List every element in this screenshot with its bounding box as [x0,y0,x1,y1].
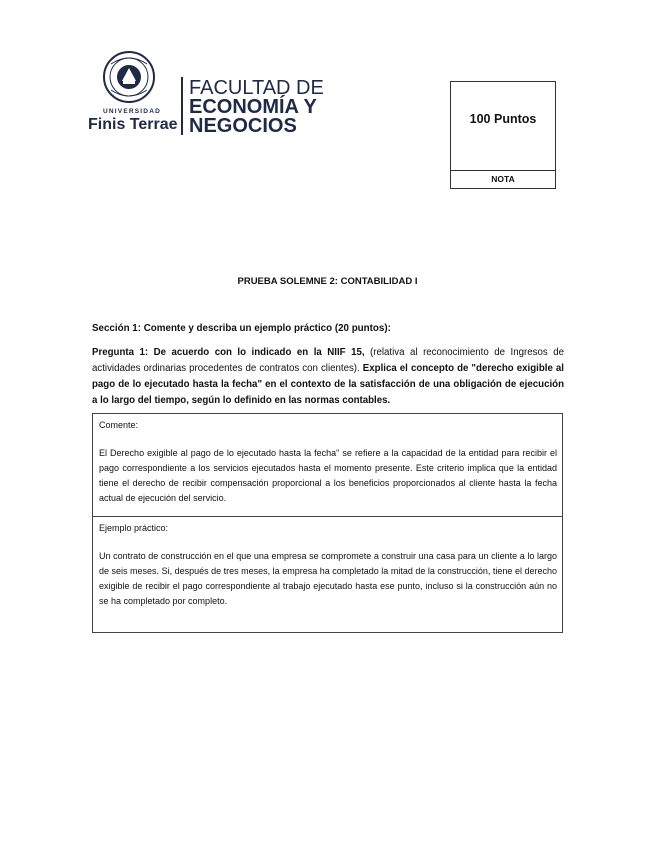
question-tail: Explica el concepto de "derecho exigible al pago de lo ejecutado hasta la fecha" en el contexto de la satisfacción de una obligación de ejecución a lo largo del tiempo, según lo definido en las normas contables. [92,363,564,406]
example-text: Un contrato de construcción en el que una empresa se compromete a construir una casa para un cliente a lo largo de seis meses. Si, después de tres meses, la empresa ha completado la mitad de la construcción, tiene el derecho exigible de recibir el pago correspondiente al trabajo ejecutado hasta ese punto, incluso si la construcción aún no se ha completado por completo. [99,551,557,606]
logo-divider [181,77,183,135]
university-word: UNIVERSIDAD [103,108,161,115]
faculty-line-1: FACULTAD DE [189,77,324,99]
comment-cell [93,414,562,517]
comment-label: Comente: [99,420,139,430]
example-cell [93,517,562,632]
question-text [92,345,564,409]
total-points: 100 Puntos [469,112,537,126]
example-label: Ejemplo práctico: [99,523,169,533]
section-title: Sección 1: Comente y describa un ejemplo práctico (20 puntos): [92,323,391,334]
answer-table [92,413,563,633]
university-seal-icon [102,50,156,108]
grade-field-label: NOTA [451,170,555,188]
comment-text: El Derecho exigible al pago de lo ejecutado hasta la fecha" se refiere a la capacidad de la entidad para recibir el pago correspondiente a los servicios ejecutados hasta el momento presente. Este criterio implica que la entidad tiene el derecho de recibir compensación proporcional a los beneficios proporcionados al cliente hasta la fecha actual de ejecución del servicio. [99,448,557,503]
question-middle: (relativa al reconocimiento de Ingresos de actividades ordinarias procedentes de contratos con clientes). [92,347,564,374]
university-logo [88,50,323,140]
question-lead: Pregunta 1: De acuerdo con lo indicado en la NIIF 15, [92,347,365,358]
faculty-line-3: NEGOCIOS [189,115,297,137]
university-name: Finis Terrae [88,116,178,133]
faculty-line-2: ECONOMÍA Y [189,96,317,118]
exam-title: PRUEBA SOLEMNE 2: CONTABILIDAD I [237,276,418,287]
score-box [450,81,556,189]
